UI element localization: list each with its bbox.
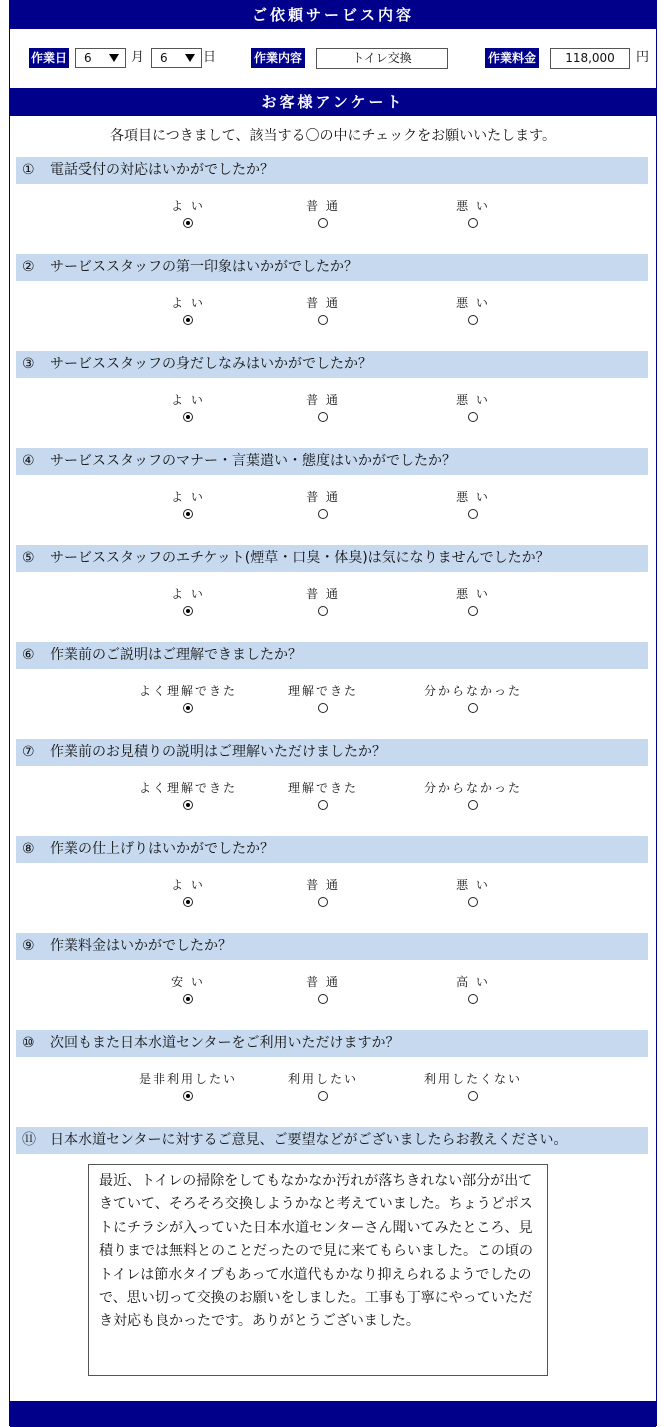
answer-option[interactable]: [128, 781, 248, 814]
radio-button[interactable]: [468, 218, 478, 228]
option-label: 普 通: [306, 587, 340, 601]
question-text: サービススタッフの第一印象はいかがでしたか？: [50, 259, 358, 275]
question-number: ⑧: [22, 841, 35, 857]
question-11-bar: [16, 1127, 648, 1154]
answer-option[interactable]: [413, 684, 533, 717]
question-number: ⑪: [22, 1132, 36, 1148]
radio-button[interactable]: [183, 606, 193, 616]
question-number: ⑩: [22, 1035, 35, 1051]
radio-button[interactable]: [468, 1091, 478, 1101]
question-text: サービススタッフの身だしなみはいかがでしたか？: [50, 356, 372, 372]
answer-option[interactable]: [128, 587, 248, 620]
option-label: 分からなかった: [423, 684, 522, 698]
radio-button[interactable]: [183, 218, 193, 228]
radio-button[interactable]: [318, 509, 328, 519]
radio-button[interactable]: [318, 412, 328, 422]
radio-button[interactable]: [318, 606, 328, 616]
option-label: 普 通: [306, 199, 340, 213]
question-number: ⑦: [22, 744, 35, 760]
option-label: よ い: [171, 393, 205, 407]
answer-option[interactable]: [263, 684, 383, 717]
month-value: 6: [84, 51, 92, 65]
answer-option[interactable]: [128, 393, 248, 426]
answer-option[interactable]: [263, 1072, 383, 1105]
question-number: ④: [22, 453, 35, 469]
radio-button[interactable]: [183, 897, 193, 907]
answer-option[interactable]: [128, 490, 248, 523]
option-label: 理解できた: [287, 781, 358, 795]
radio-button[interactable]: [468, 315, 478, 325]
option-label: 普 通: [306, 393, 340, 407]
answer-option[interactable]: [263, 781, 383, 814]
radio-button[interactable]: [183, 703, 193, 713]
question-number: ②: [22, 259, 35, 275]
answer-option[interactable]: [413, 781, 533, 814]
question-text: サービススタッフのマナー・言葉遣い・態度はいかがでしたか？: [50, 453, 456, 469]
answer-option[interactable]: [413, 296, 533, 329]
option-label: 普 通: [306, 296, 340, 310]
question-text: 作業の仕上げりはいかがでしたか？: [50, 841, 274, 857]
chevron-down-icon: [109, 54, 119, 62]
radio-button[interactable]: [468, 703, 478, 713]
radio-button[interactable]: [183, 509, 193, 519]
answer-option[interactable]: [128, 1072, 248, 1105]
radio-button[interactable]: [468, 509, 478, 519]
question-number: ⑤: [22, 550, 35, 566]
option-label: よく理解できた: [138, 781, 237, 795]
answer-option[interactable]: [263, 878, 383, 911]
radio-button[interactable]: [318, 800, 328, 810]
option-label: 悪 い: [456, 878, 490, 892]
radio-button[interactable]: [318, 218, 328, 228]
work-content-label: 作業内容: [251, 48, 305, 68]
answer-option[interactable]: [263, 199, 383, 232]
survey-header: お客様アンケート: [10, 88, 656, 116]
day-unit: 日: [203, 50, 217, 65]
question-text: 作業前のお見積りの説明はご理解いただけましたか？: [50, 744, 386, 760]
question-9-bar: [16, 933, 648, 960]
answer-option[interactable]: [413, 1072, 533, 1105]
radio-button[interactable]: [318, 703, 328, 713]
answer-option[interactable]: [413, 587, 533, 620]
answer-option[interactable]: [413, 199, 533, 232]
answer-option[interactable]: [263, 975, 383, 1008]
radio-button[interactable]: [183, 1091, 193, 1101]
question-6-bar: [16, 642, 648, 669]
month-unit: 月: [131, 50, 145, 65]
option-label: 悪 い: [456, 199, 490, 213]
survey-intro: 各項目につきまして、該当する〇の中にチェックをお願いいたします。: [110, 128, 556, 144]
option-label: 悪 い: [456, 587, 490, 601]
question-5-bar: [16, 545, 648, 572]
question-text: 電話受付の対応はいかがでしたか？: [50, 162, 274, 178]
answer-option[interactable]: [263, 587, 383, 620]
question-4-bar: [16, 448, 648, 475]
answer-option[interactable]: [413, 490, 533, 523]
option-label: 普 通: [306, 975, 340, 989]
question-text: 日本水道センターに対するご意見、ご要望などがございましたらお教えください。: [50, 1132, 568, 1148]
comment-textarea[interactable]: 最近、トイレの掃除をしてもなかなか汚れが落ちきれない部分が出てきていて、そろそろ交換しようかなと考えていました。ちょうどポストにチラシが入っていた日本水道センターさん聞いてみたところ、見積りまでは無料とのことだったので見に来てもらいました。この頃のトイレは節水タイプもあって水道代もかなり抑えられるようでしたので、思い切って交換のお願いをしました。工事も丁寧にやっていただき対応も良かったです。ありがとうございました。: [88, 1164, 548, 1376]
answer-option[interactable]: [128, 199, 248, 232]
question-2-bar: [16, 254, 648, 281]
question-text: 作業前のご説明はご理解できましたか？: [50, 647, 302, 663]
answer-option[interactable]: [413, 393, 533, 426]
option-label: 理解できた: [287, 684, 358, 698]
question-3-bar: [16, 351, 648, 378]
answer-option[interactable]: [128, 684, 248, 717]
radio-button[interactable]: [468, 606, 478, 616]
work-fee-unit: 円: [636, 50, 650, 65]
radio-button[interactable]: [468, 897, 478, 907]
option-label: よ い: [171, 490, 205, 504]
month-select[interactable]: [75, 48, 126, 68]
answer-option[interactable]: [413, 975, 533, 1008]
question-number: ①: [22, 162, 35, 178]
option-label: 高 い: [456, 975, 490, 989]
question-1-bar: [16, 157, 648, 184]
option-label: よ い: [171, 878, 205, 892]
day-value: 6: [160, 51, 168, 65]
question-text: サービススタッフのエチケット(煙草・口臭・体臭)は気になりませんでしたか？: [50, 550, 550, 566]
question-text: 次回もまた日本水道センターをご利用いただけますか？: [50, 1035, 400, 1051]
chevron-down-icon: [185, 54, 195, 62]
question-number: ⑨: [22, 938, 35, 954]
question-text: 作業料金はいかがでしたか？: [50, 938, 232, 954]
radio-button[interactable]: [318, 994, 328, 1004]
answer-option[interactable]: [128, 975, 248, 1008]
service-header: ご依頼サービス内容: [10, 1, 656, 29]
day-select[interactable]: [151, 48, 202, 68]
option-label: 普 通: [306, 490, 340, 504]
radio-button[interactable]: [183, 315, 193, 325]
option-label: よく理解できた: [138, 684, 237, 698]
survey-form: [9, 0, 657, 1426]
option-label: 利用したくない: [423, 1072, 522, 1086]
answer-option[interactable]: [263, 296, 383, 329]
answer-option[interactable]: [128, 296, 248, 329]
work-content-field[interactable]: トイレ交換: [316, 48, 448, 69]
footer-bar: [10, 1401, 656, 1427]
option-label: 利用したい: [287, 1072, 358, 1086]
radio-button[interactable]: [183, 412, 193, 422]
answer-option[interactable]: [263, 393, 383, 426]
radio-button[interactable]: [468, 994, 478, 1004]
option-label: 分からなかった: [423, 781, 522, 795]
radio-button[interactable]: [468, 412, 478, 422]
radio-button[interactable]: [468, 800, 478, 810]
question-number: ③: [22, 356, 35, 372]
option-label: 悪 い: [456, 490, 490, 504]
question-number: ⑥: [22, 647, 35, 663]
option-label: 悪 い: [456, 393, 490, 407]
work-date-label: 作業日: [29, 48, 69, 68]
radio-button[interactable]: [183, 800, 193, 810]
option-label: 普 通: [306, 878, 340, 892]
option-label: 是非利用したい: [138, 1072, 237, 1086]
option-label: 悪 い: [456, 296, 490, 310]
radio-button[interactable]: [318, 1091, 328, 1101]
question-10-bar: [16, 1030, 648, 1057]
radio-button[interactable]: [183, 994, 193, 1004]
work-fee-label: 作業料金: [485, 48, 539, 68]
option-label: よ い: [171, 296, 205, 310]
radio-button[interactable]: [318, 897, 328, 907]
work-fee-field[interactable]: 118,000: [550, 48, 630, 69]
question-7-bar: [16, 739, 648, 766]
option-label: よ い: [171, 587, 205, 601]
answer-option[interactable]: [413, 878, 533, 911]
option-label: よ い: [171, 199, 205, 213]
question-8-bar: [16, 836, 648, 863]
radio-button[interactable]: [318, 315, 328, 325]
answer-option[interactable]: [128, 878, 248, 911]
answer-option[interactable]: [263, 490, 383, 523]
option-label: 安 い: [171, 975, 205, 989]
